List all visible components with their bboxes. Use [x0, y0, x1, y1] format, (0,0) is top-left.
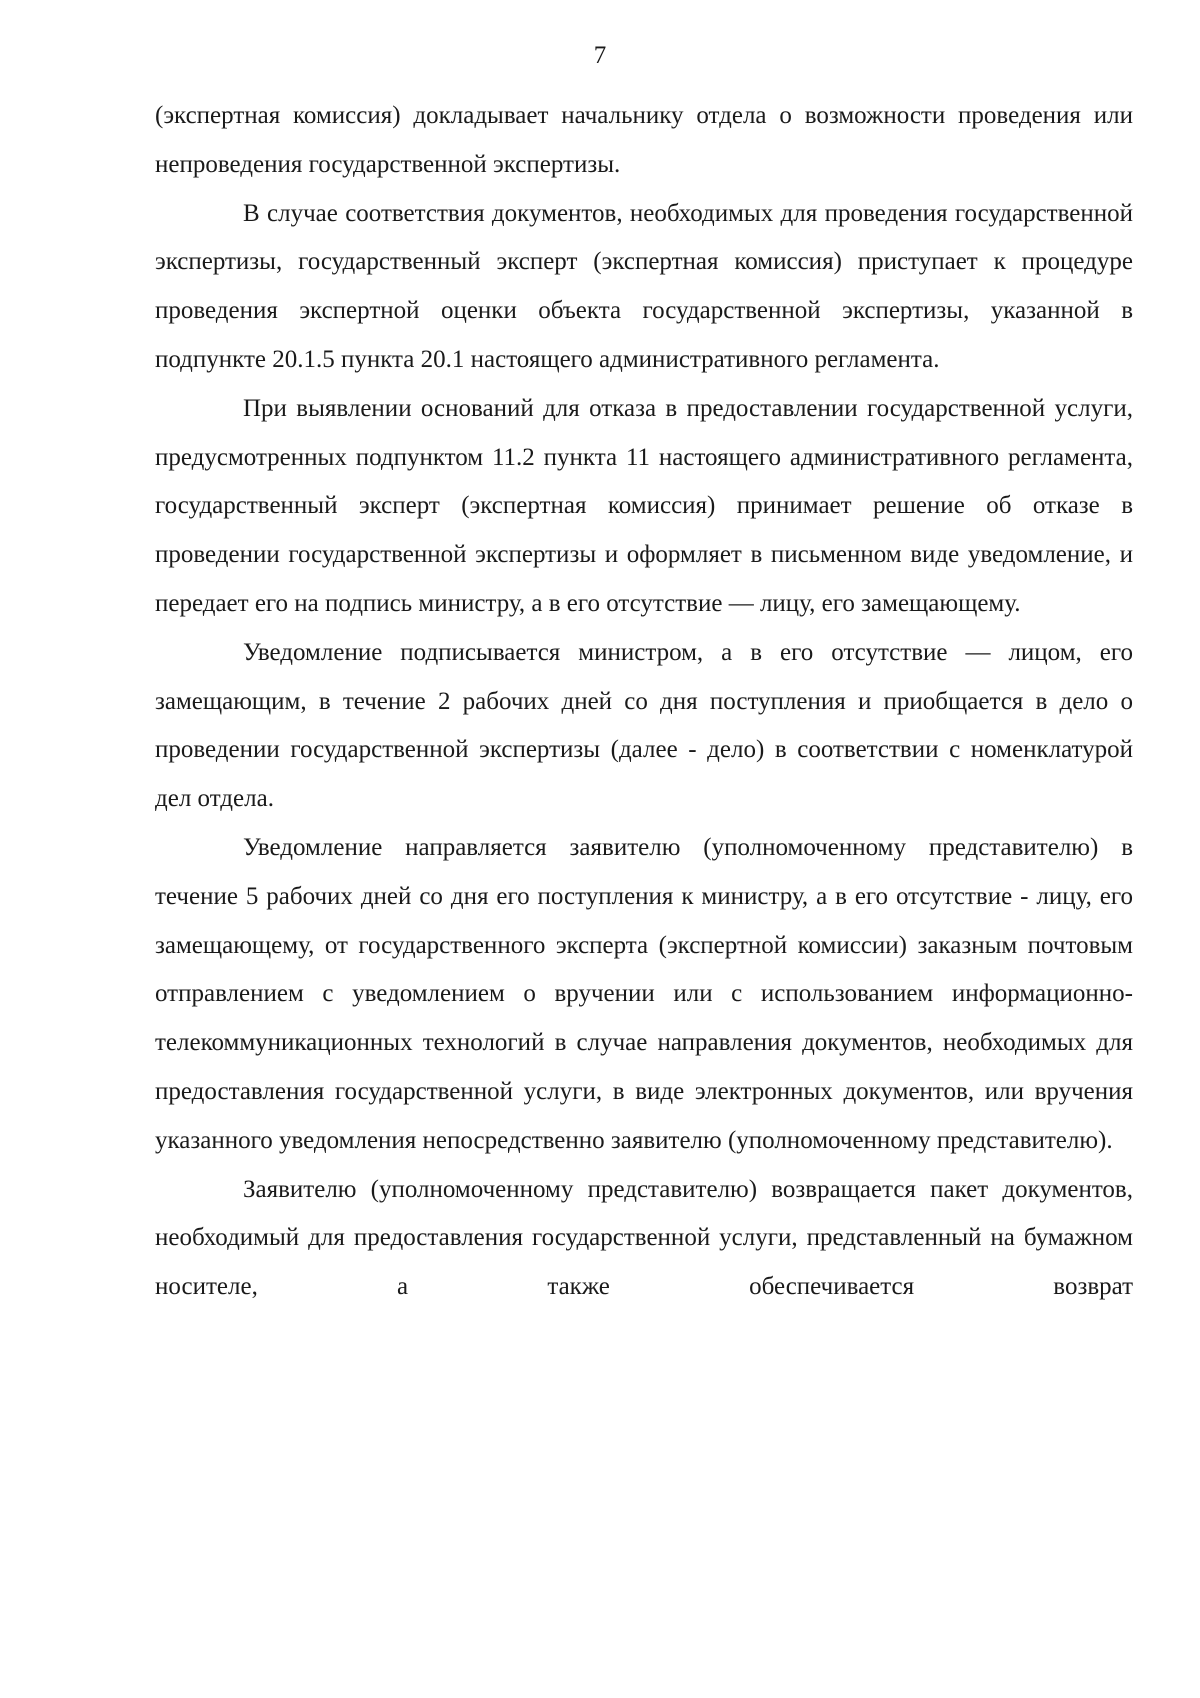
paragraph-continuation: (экспертная комиссия) докладывает начальнику отдела о возможности проведения или непроведения государственной экспертизы. [155, 102, 1133, 178]
paragraph-documents-return: Заявителю (уполномоченному представителю) возвращается пакет документов, необходимый для предоставления государственной услуги, представленный на бумажном носителе, а также обеспечивается возврат [155, 1175, 1133, 1301]
paragraph-notice-delivery: Уведомление направляется заявителю (уполномоченному представителю) в течение 5 рабочих дней со дня его поступления к министру, а в его отсутствие - лицу, его замещающему, от государственного эксперта (экспертной комиссии) заказным почтовым отправлением с уведомлением о вручении или с использованием информационно-телекоммуникационных технологий в случае направления документов, необходимых для предоставления государственной услуги, в виде электронных документов, или вручения указанного уведомления непосредственно заявителю (уполномоченному представителю). [155, 833, 1133, 1154]
paragraph-notice-signing: Уведомление подписывается министром, а в его отсутствие — лицом, его замещающим, в течение 2 рабочих дней со дня поступления и приобщается в дело о проведении государственной экспертизы (далее - дело) в соответствии с номенклатурой дел отдела. [155, 638, 1133, 813]
paragraph-refusal-grounds: При выявлении оснований для отказа в предоставлении государственной услуги, предусмотренных подпунктом 11.2 пункта 11 настоящего административного регламента, государственный эксперт (экспертная комиссия) принимает решение об отказе в проведении государственной экспертизы и оформляет в письменном виде уведомление, и передает его на подпись министру, а в его отсутствие — лицу, его замещающему. [155, 394, 1133, 617]
document-body [155, 92, 1133, 1312]
paragraph-document-compliance: В случае соответствия документов, необходимых для проведения государственной экспертизы, государственный эксперт (экспертная комиссия) приступает к процедуре проведения экспертной оценки объекта государственной экспертизы, указанной в подпункте 20.1.5 пункта 20.1 настоящего административного регламента. [155, 199, 1133, 373]
page-number: 7 [593, 42, 607, 69]
